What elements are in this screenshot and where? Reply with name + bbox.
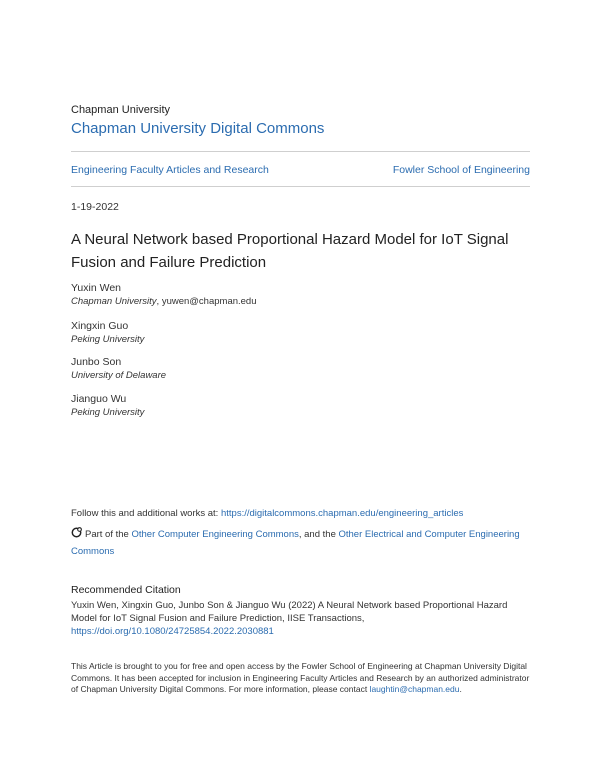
citation-heading: Recommended Citation xyxy=(71,584,181,596)
follow-link[interactable]: https://digitalcommons.chapman.edu/engineering_articles xyxy=(220,508,464,519)
divider-top xyxy=(71,151,530,152)
part-of-line: Part of the Other Computer Engineering Commons, and the Other Electrical and Computer Engineering Commons xyxy=(71,529,520,557)
article-title: A Neural Network based Proportional Hazard Model for IoT Signal Fusion and Failure Prediction xyxy=(71,231,509,271)
author-affiliation: University of Delaware xyxy=(71,370,167,381)
follow-line: Follow this and additional works at: https://digitalcommons.chapman.edu/engineering_articles xyxy=(71,508,464,519)
creative-commons-icon xyxy=(71,527,82,538)
breadcrumb-collection-link[interactable]: Engineering Faculty Articles and Research xyxy=(71,164,269,176)
author-name: Xingxin Guo xyxy=(71,320,129,332)
repository-link[interactable]: Chapman University Digital Commons xyxy=(71,120,325,137)
discipline-link-electrical-computer-engineering[interactable]: Other Electrical and Computer Engineering Commons xyxy=(71,529,520,557)
author-name: Jianguo Wu xyxy=(71,393,127,405)
author-affiliation: Chapman University, yuwen@chapman.edu xyxy=(71,296,257,307)
author-affiliation: Peking University xyxy=(71,334,145,345)
access-notice: This Article is brought to you for free and open access by the Fowler School of Engineering at Chapman University Digital Commons. It has been accepted for inclusion in Engineering Faculty Articles and Research by an authorized administrator of Chapman University Digital Commons. For more information, please contact laughtin@chapman.edu. xyxy=(71,661,530,694)
author-name: Junbo Son xyxy=(71,356,122,368)
discipline-link-computer-engineering[interactable]: Other Computer Engineering Commons xyxy=(131,529,299,540)
divider-bottom xyxy=(71,186,530,187)
doi-link[interactable]: https://doi.org/10.1080/24725854.2022.2030881 xyxy=(71,626,274,637)
citation-body: Yuxin Wen, Xingxin Guo, Junbo Son & Jianguo Wu (2022) A Neural Network based Proportional Hazard Model for IoT Signal Fusion and Failure Prediction, IISE Transactions, https://doi.org/10.1080/24725854.2022.2030881 xyxy=(71,600,508,637)
institution-name: Chapman University xyxy=(71,104,171,116)
publication-date: 1-19-2022 xyxy=(71,201,119,213)
author-affiliation: Peking University xyxy=(71,407,145,418)
contact-email-link[interactable]: laughtin@chapman.edu xyxy=(369,684,460,694)
author-name: Yuxin Wen xyxy=(71,282,122,294)
breadcrumb-school-link[interactable]: Fowler School of Engineering xyxy=(392,164,530,176)
author-email: , yuwen@chapman.edu xyxy=(156,296,257,307)
